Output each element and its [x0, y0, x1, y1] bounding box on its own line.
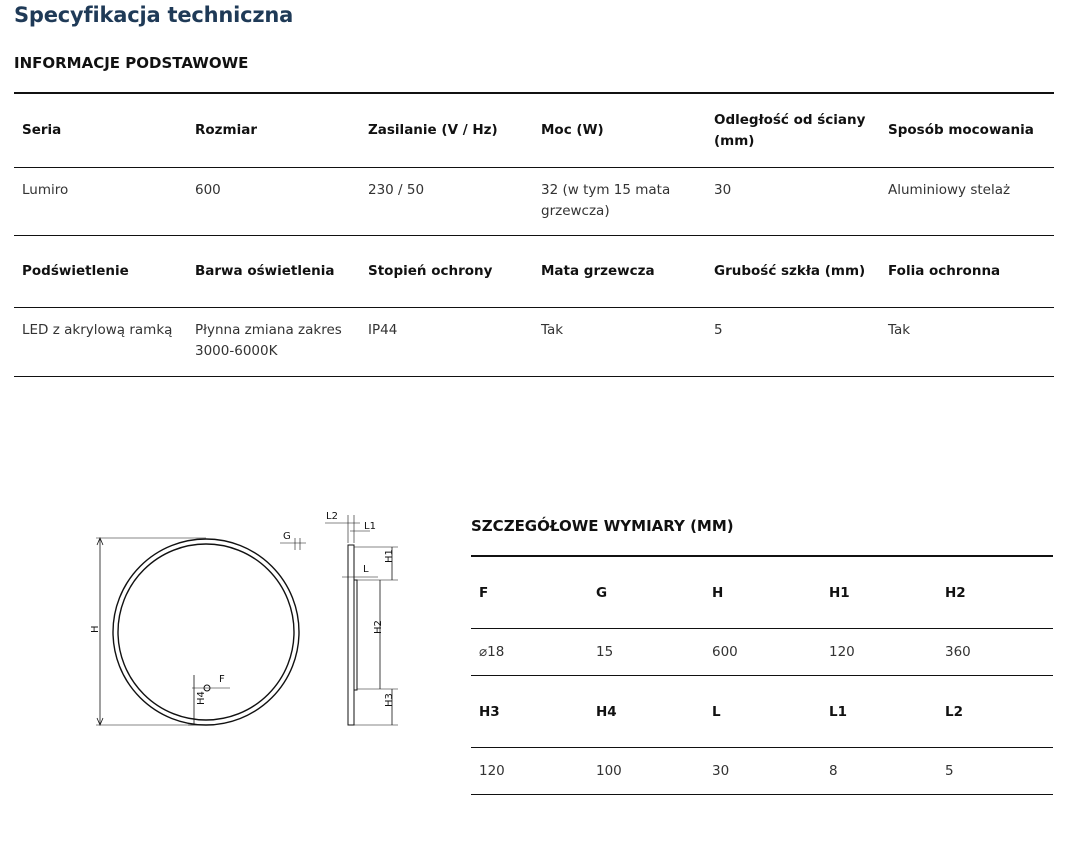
table-header-row	[471, 676, 1053, 748]
value-cell: Płynna zmiana zakres 3000-6000K	[187, 308, 360, 377]
value-cell: 8	[821, 748, 937, 795]
header-cell: Barwa oświetlenia	[187, 236, 360, 308]
value-cell: 360	[937, 629, 1053, 676]
header-cell: Grubość szkła (mm)	[706, 236, 880, 308]
mirror-dimension-drawing	[80, 505, 420, 735]
dim-label-h2: H2	[373, 620, 384, 634]
value-cell: Lumiro	[14, 168, 187, 236]
value-cell: ⌀18	[471, 629, 588, 676]
header-cell: H2	[937, 556, 1053, 629]
value-cell: 100	[588, 748, 704, 795]
value-cell: Tak	[533, 308, 706, 377]
value-cell: 5	[937, 748, 1053, 795]
header-cell: H1	[821, 556, 937, 629]
header-cell: H	[704, 556, 821, 629]
dimensions-title: SZCZEGÓŁOWE WYMIARY (MM)	[471, 517, 734, 535]
table-row	[14, 308, 1054, 377]
value-cell: 30	[706, 168, 880, 236]
table-header-row	[471, 556, 1053, 629]
table-header-row	[14, 93, 1054, 168]
dimensions-table	[471, 555, 1053, 795]
mirror-side-view	[348, 545, 354, 725]
basic-info-table	[14, 92, 1054, 377]
header-cell: L1	[821, 676, 937, 748]
dim-label-l: L	[363, 564, 369, 575]
header-cell: Podświetlenie	[14, 236, 187, 308]
value-cell: IP44	[360, 308, 533, 377]
header-cell: Folia ochronna	[880, 236, 1054, 308]
table-row	[471, 748, 1053, 795]
dim-label-l1: L1	[364, 521, 376, 532]
value-cell: Aluminiowy stelaż	[880, 168, 1054, 236]
basic-info-title: INFORMACJE PODSTAWOWE	[14, 54, 249, 72]
value-cell: 120	[471, 748, 588, 795]
header-cell: Zasilanie (V / Hz)	[360, 93, 533, 168]
dim-label-l2: L2	[326, 511, 338, 522]
header-cell: Moc (W)	[533, 93, 706, 168]
value-cell: Tak	[880, 308, 1054, 377]
value-cell: LED z akrylową ramką	[14, 308, 187, 377]
dim-label-h4: H4	[196, 691, 207, 705]
header-cell: G	[588, 556, 704, 629]
dim-label-h: H	[90, 625, 101, 633]
value-cell: 32 (w tym 15 mata grzewcza)	[533, 168, 706, 236]
value-cell: 120	[821, 629, 937, 676]
dim-label-f: F	[219, 674, 225, 685]
dim-label-g: G	[283, 531, 291, 542]
table-header-row	[14, 236, 1054, 308]
header-cell: Rozmiar	[187, 93, 360, 168]
table-row	[14, 168, 1054, 236]
table-row	[471, 629, 1053, 676]
header-cell: Odległość od ściany (mm)	[706, 93, 880, 168]
page-title: Specyfikacja techniczna	[14, 3, 294, 27]
header-cell: Sposób mocowania	[880, 93, 1054, 168]
value-cell: 600	[187, 168, 360, 236]
value-cell: 5	[706, 308, 880, 377]
header-cell: L2	[937, 676, 1053, 748]
value-cell: 230 / 50	[360, 168, 533, 236]
dim-label-h3: H3	[384, 693, 395, 707]
value-cell: 15	[588, 629, 704, 676]
header-cell: Seria	[14, 93, 187, 168]
header-cell: H3	[471, 676, 588, 748]
header-cell: H4	[588, 676, 704, 748]
header-cell: F	[471, 556, 588, 629]
value-cell: 30	[704, 748, 821, 795]
header-cell: L	[704, 676, 821, 748]
dim-label-h1: H1	[384, 549, 395, 563]
header-cell: Stopień ochrony	[360, 236, 533, 308]
value-cell: 600	[704, 629, 821, 676]
header-cell: Mata grzewcza	[533, 236, 706, 308]
